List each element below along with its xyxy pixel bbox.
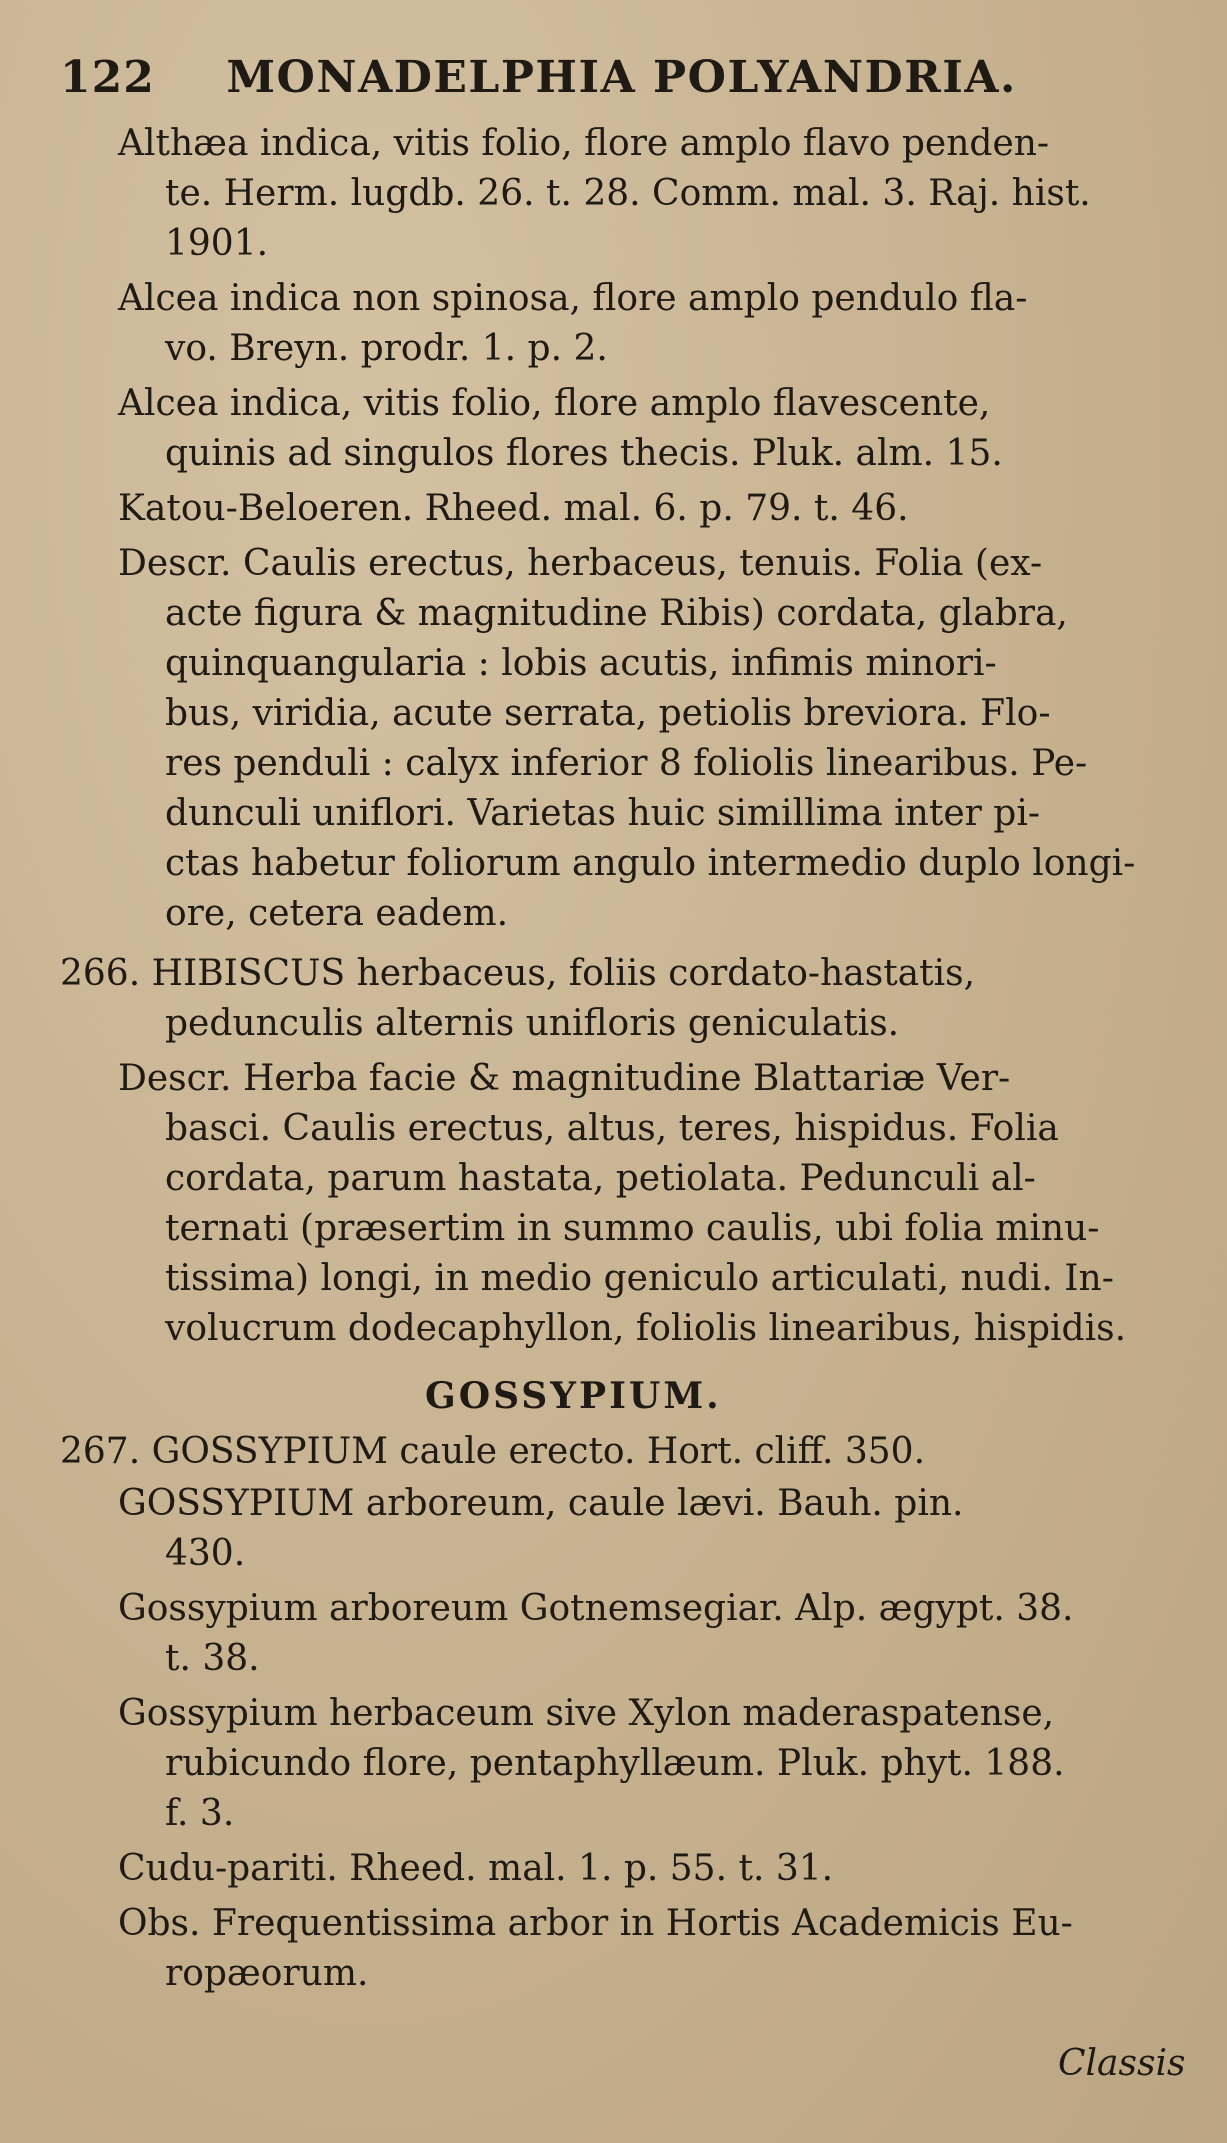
text-line: dunculi uniflori. Varietas huic simillima inter pi-	[165, 793, 1041, 834]
text-line: Obs. Frequentissima arbor in Hortis Academicis Eu-	[118, 1903, 1073, 1944]
text-line: cordata, parum hastata, petiolata. Pedunculi al-	[165, 1158, 1036, 1199]
text-line: Descr. Herba facie & magnitudine Blattariæ Ver-	[118, 1058, 1011, 1099]
text-line: te. Herm. lugdb. 26. t. 28. Comm. mal. 3. Raj. hist.	[165, 173, 1091, 214]
running-header	[60, 52, 1120, 112]
text-line: volucrum dodecaphyllon, foliolis linearibus, hispidis.	[165, 1308, 1127, 1349]
text-line: Gossypium arboreum Gotnemsegiar. Alp. ægypt. 38.	[118, 1588, 1074, 1629]
text-line: tissima) longi, in medio geniculo articulati, nudi. In-	[165, 1258, 1114, 1299]
text-line: 1901.	[165, 223, 269, 264]
text-line: 266. HIBISCUS herbaceus, foliis cordato-hastatis,	[60, 953, 976, 994]
text-line: 267. GOSSYPIUM caule erecto. Hort. cliff. 350.	[60, 1431, 926, 1472]
text-line: Descr. Caulis erectus, herbaceus, tenuis. Folia (ex-	[118, 543, 1043, 584]
page-number: 122	[60, 52, 155, 103]
text-line: t. 38.	[165, 1638, 260, 1679]
text-line: basci. Caulis erectus, altus, teres, hispidus. Folia	[165, 1108, 1059, 1149]
text-line: ctas habetur foliorum angulo intermedio duplo longi-	[165, 843, 1136, 884]
text-line: 430.	[165, 1533, 246, 1574]
text-line: GOSSYPIUM.	[425, 1375, 722, 1417]
text-line: GOSSYPIUM arboreum, caule lævi. Bauh. pin.	[118, 1483, 964, 1524]
text-line: rubicundo flore, pentaphyllæum. Pluk. phyt. 188.	[165, 1743, 1065, 1784]
text-line: pedunculis alternis unifloris geniculatis.	[165, 1003, 900, 1044]
text-line: Althæa indica, vitis folio, flore amplo flavo penden-	[118, 123, 1050, 164]
text-line: Katou-Beloeren. Rheed. mal. 6. p. 79. t. 46.	[118, 488, 909, 529]
text-line: bus, viridia, acute serrata, petiolis breviora. Flo-	[165, 693, 1051, 734]
text-line: Alcea indica non spinosa, flore amplo pendulo fla-	[118, 278, 1028, 319]
page-title: MONADELPHIA POLYANDRIA.	[226, 52, 1017, 103]
text-line: Gossypium herbaceum sive Xylon maderaspatense,	[118, 1693, 1055, 1734]
text-line: acte figura & magnitudine Ribis) cordata, glabra,	[165, 593, 1068, 634]
text-line: Alcea indica, vitis folio, flore amplo flavescente,	[118, 383, 991, 424]
text-line: ternati (præsertim in summo caulis, ubi folia minu-	[165, 1208, 1100, 1249]
text-line: ropæorum.	[165, 1953, 369, 1994]
text-line: Classis	[1058, 2043, 1186, 2084]
text-line: f. 3.	[165, 1793, 235, 1834]
text-line: vo. Breyn. prodr. 1. p. 2.	[165, 328, 608, 369]
text-line: quinis ad singulos flores thecis. Pluk. alm. 15.	[165, 433, 1003, 474]
text-line: quinquangularia : lobis acutis, infimis minori-	[165, 643, 997, 684]
text-line: ore, cetera eadem.	[165, 893, 509, 934]
text-line: res penduli : calyx inferior 8 foliolis linearibus. Pe-	[165, 743, 1088, 784]
text-line: Cudu-pariti. Rheed. mal. 1. p. 55. t. 31.	[118, 1848, 834, 1889]
